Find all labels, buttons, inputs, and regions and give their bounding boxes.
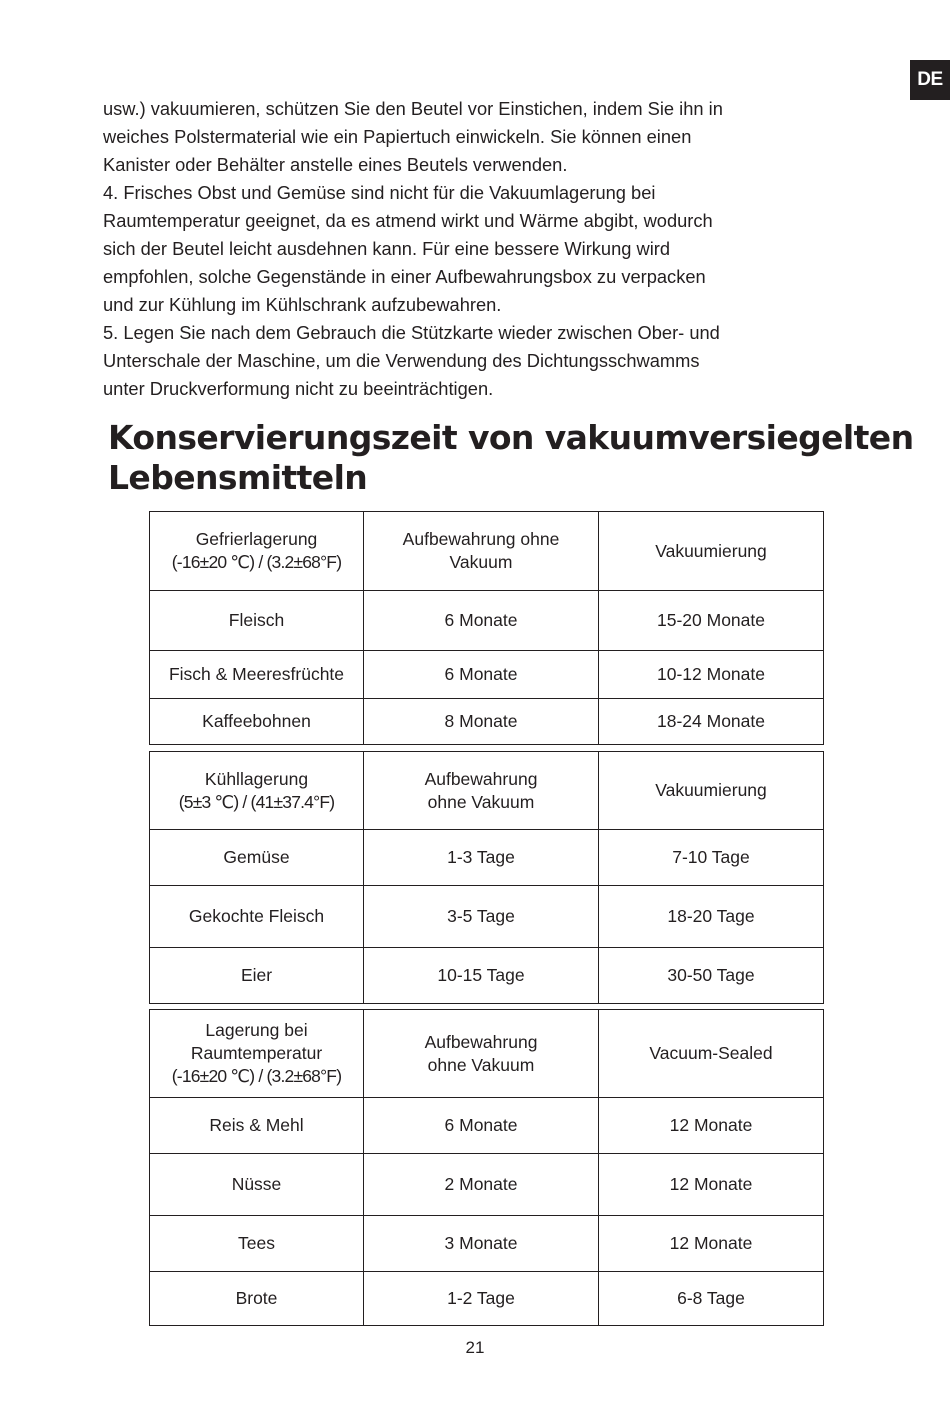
- table-row: [150, 651, 824, 699]
- category-header-line: Lagerung bei: [205, 1020, 308, 1040]
- table-header-row: [150, 752, 824, 830]
- intro-line: unter Druckverformung nicht zu beeinträchtigen.: [103, 378, 494, 399]
- temperature-range: (-16±20 ℃) / (3.2±68°F): [171, 552, 342, 572]
- vacuum-cell: 12 Monate: [599, 1154, 824, 1216]
- no-vacuum-header: [364, 752, 599, 830]
- no-vacuum-cell: 3 Monate: [364, 1216, 599, 1272]
- food-cell: Gekochte Fleisch: [150, 886, 364, 948]
- intro-line: Raumtemperatur geeignet, da es atmend wirkt und Wärme abgibt, wodurch: [103, 210, 713, 231]
- table-row: [150, 830, 824, 886]
- vacuum-cell: 18-20 Tage: [599, 886, 824, 948]
- no-vacuum-header-line: ohne Vakuum: [427, 791, 535, 812]
- food-cell: Reis & Mehl: [150, 1098, 364, 1154]
- vacuum-cell: 12 Monate: [599, 1098, 824, 1154]
- temperature-range: (5±3 ℃) / (41±37.4°F): [178, 791, 335, 812]
- table-header-row: [150, 1010, 824, 1098]
- category-header: [150, 752, 364, 830]
- section-title-line: Konservierungszeit von vakuumversiegelten: [108, 418, 914, 457]
- table-header-row: [150, 512, 824, 591]
- intro-line: und zur Kühlung im Kühlschrank aufzubewahren.: [103, 294, 502, 315]
- vacuum-cell: 7-10 Tage: [599, 830, 824, 886]
- no-vacuum-header: [364, 1010, 599, 1098]
- table-row: [150, 1216, 824, 1272]
- no-vacuum-header-line: Aufbewahrung: [424, 1031, 538, 1052]
- no-vacuum-cell: 6 Monate: [364, 1098, 599, 1154]
- language-tab: DE: [910, 60, 950, 100]
- vacuum-cell: 30-50 Tage: [599, 948, 824, 1004]
- vacuum-cell: 15-20 Monate: [599, 591, 824, 651]
- vacuum-cell: 18-24 Monate: [599, 699, 824, 745]
- intro-paragraph: [103, 95, 803, 403]
- category-header-line: Gefrierlagerung: [195, 529, 318, 549]
- food-cell: Nüsse: [150, 1154, 364, 1216]
- category-header-line: Raumtemperatur: [190, 1043, 323, 1063]
- temperature-range: (-16±20 ℃) / (3.2±68°F): [171, 1066, 342, 1086]
- section-title-line: Lebensmitteln: [108, 458, 368, 497]
- no-vacuum-cell: 1-3 Tage: [364, 830, 599, 886]
- no-vacuum-cell: 2 Monate: [364, 1154, 599, 1216]
- intro-line: Kanister oder Behälter anstelle eines Beutels verwenden.: [103, 154, 568, 175]
- no-vacuum-cell: 10-15 Tage: [364, 948, 599, 1004]
- table-row: [150, 1098, 824, 1154]
- food-cell: Eier: [150, 948, 364, 1004]
- table-row: [150, 1272, 824, 1326]
- fridge-storage-table: [149, 751, 824, 1004]
- no-vacuum-cell: 6 Monate: [364, 651, 599, 699]
- table-row: [150, 886, 824, 948]
- no-vacuum-header-line: ohne Vakuum: [427, 1054, 535, 1075]
- food-cell: Fleisch: [150, 591, 364, 651]
- vacuum-header: Vakuumierung: [599, 512, 824, 591]
- vacuum-header: Vacuum-Sealed: [599, 1010, 824, 1098]
- section-title: [108, 418, 914, 498]
- no-vacuum-cell: 8 Monate: [364, 699, 599, 745]
- food-cell: Kaffeebohnen: [150, 699, 364, 745]
- intro-line: weiches Polstermaterial wie ein Papiertuch einwickeln. Sie können einen: [103, 126, 692, 147]
- no-vacuum-header-line: Aufbewahrung ohne: [402, 529, 560, 549]
- no-vacuum-header-line: Vakuum: [449, 552, 513, 572]
- vacuum-header: Vakuumierung: [599, 752, 824, 830]
- no-vacuum-cell: 1-2 Tage: [364, 1272, 599, 1326]
- intro-line: usw.) vakuumieren, schützen Sie den Beutel vor Einstichen, indem Sie ihn in: [103, 98, 723, 119]
- intro-line: Unterschale der Maschine, um die Verwendung des Dichtungsschwamms: [103, 350, 700, 371]
- food-cell: Fisch & Meeresfrüchte: [150, 651, 364, 699]
- frozen-storage-table: [149, 511, 824, 745]
- table-row: [150, 1154, 824, 1216]
- intro-line: sich der Beutel leicht ausdehnen kann. Für eine bessere Wirkung wird: [103, 238, 671, 259]
- no-vacuum-cell: 3-5 Tage: [364, 886, 599, 948]
- food-cell: Gemüse: [150, 830, 364, 886]
- table-row: [150, 591, 824, 651]
- intro-line: 5. Legen Sie nach dem Gebrauch die Stützkarte wieder zwischen Ober- und: [103, 322, 720, 343]
- vacuum-cell: 6-8 Tage: [599, 1272, 824, 1326]
- vacuum-cell: 12 Monate: [599, 1216, 824, 1272]
- no-vacuum-header-line: Aufbewahrung: [424, 768, 538, 789]
- intro-line: 4. Frisches Obst und Gemüse sind nicht für die Vakuumlagerung bei: [103, 182, 656, 203]
- room-storage-table: [149, 1009, 824, 1326]
- food-cell: Tees: [150, 1216, 364, 1272]
- vacuum-cell: 10-12 Monate: [599, 651, 824, 699]
- category-header: [150, 1010, 364, 1098]
- no-vacuum-header: [364, 512, 599, 591]
- no-vacuum-cell: 6 Monate: [364, 591, 599, 651]
- intro-line: empfohlen, solche Gegenstände in einer Aufbewahrungsbox zu verpacken: [103, 266, 706, 287]
- page-number: 21: [465, 1338, 485, 1357]
- table-row: [150, 948, 824, 1004]
- category-header: [150, 512, 364, 591]
- category-header-line: Kühllagerung: [204, 768, 309, 789]
- food-cell: Brote: [150, 1272, 364, 1326]
- table-row: [150, 699, 824, 745]
